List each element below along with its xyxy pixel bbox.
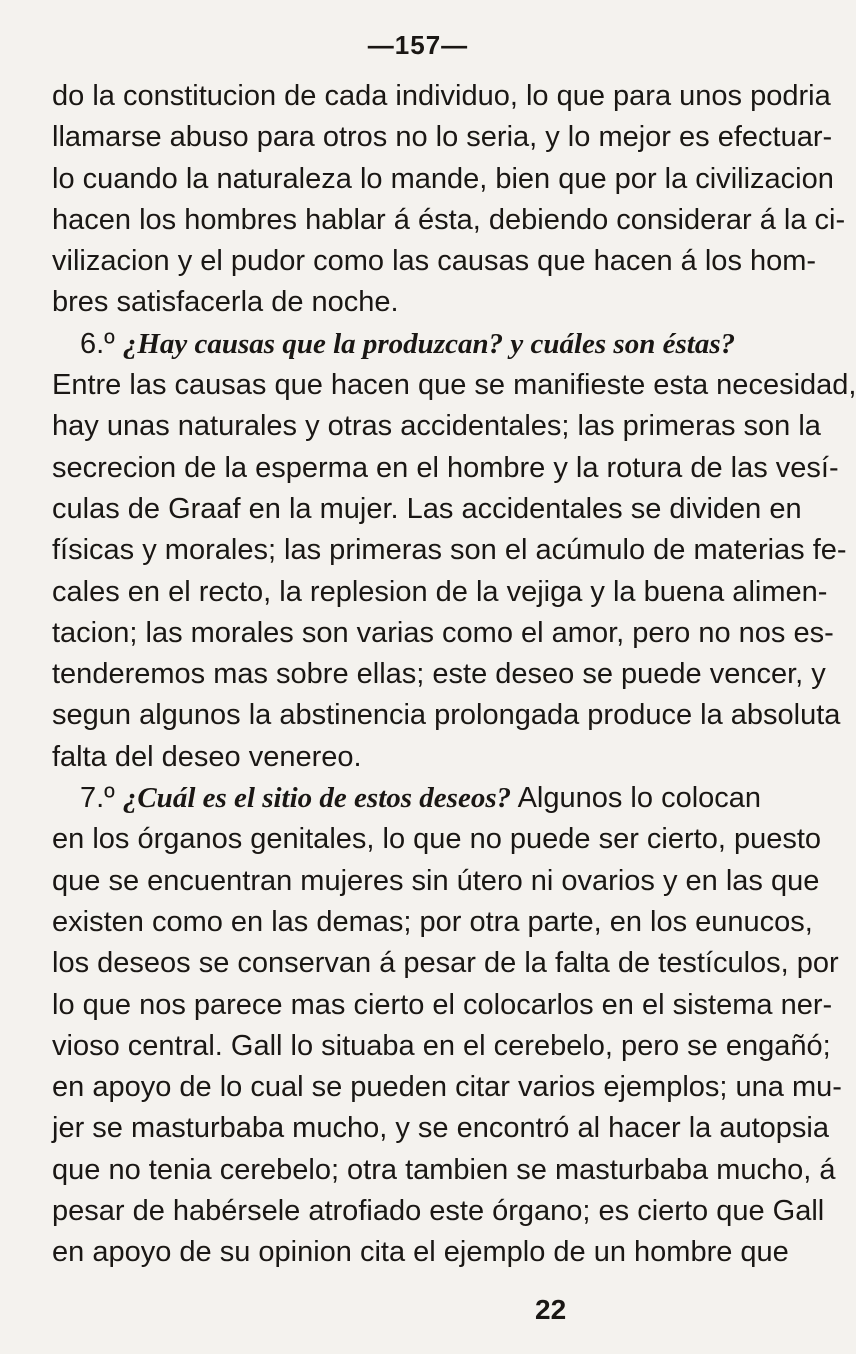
- text-line: existen como en las demas; por otra parte, en los eunucos,: [52, 905, 813, 938]
- section-7-question: ¿Cuál es el sitio de estos deseos?: [122, 782, 512, 815]
- section-7-first-line-rest: Algunos lo colocan: [517, 782, 762, 815]
- text-line: en apoyo de lo cual se pueden citar varios ejemplos; una mu-: [52, 1071, 842, 1104]
- section-6-question: ¿Hay causas que la produzcan? y cuáles son éstas?: [122, 327, 736, 360]
- text-line: los deseos se conservan á pesar de la falta de testículos, por: [52, 947, 839, 980]
- text-line: falta del deseo venereo.: [52, 740, 362, 773]
- text-line: que no tenia cerebelo; otra tambien se masturbaba mucho, á: [52, 1153, 836, 1186]
- text-line: lo cuando la naturaleza lo mande, bien que por la civilizacion: [52, 162, 834, 195]
- text-line: que se encuentran mujeres sin útero ni ovarios y en las que: [52, 864, 820, 897]
- text-line: jer se masturbaba mucho, y se encontró al hacer la autopsia: [52, 1112, 829, 1145]
- text-line: llamarse abuso para otros no lo seria, y lo mejor es efectuar-: [52, 121, 833, 154]
- text-line: do la constitucion de cada individuo, lo que para unos podria: [52, 80, 831, 112]
- text-line: en los órganos genitales, lo que no puede ser cierto, puesto: [52, 823, 822, 856]
- text-line: cales en el recto, la replesion de la vejiga y la buena alimen-: [52, 575, 828, 608]
- section-6-heading: [52, 324, 742, 365]
- section-7-number: 7.º: [80, 782, 115, 815]
- signature-mark: 22: [535, 1294, 567, 1325]
- text-line: segun algunos la abstinencia prolongada produce la absoluta: [52, 699, 841, 732]
- text-line: lo que nos parece mas cierto el colocarlos en el sistema ner-: [52, 988, 833, 1021]
- page-body: [52, 76, 856, 1274]
- text-line: bres satisfacerla de noche.: [52, 286, 399, 319]
- text-line: hacen los hombres hablar á ésta, debiendo considerar á la ci-: [52, 203, 846, 236]
- text-line: en apoyo de su opinion cita el ejemplo de un hombre que: [52, 1236, 789, 1269]
- text-line: pesar de habérsele atrofiado este órgano; es cierto que Gall: [52, 1195, 825, 1228]
- text-line: tenderemos mas sobre ellas; este deseo se puede vencer, y: [52, 658, 826, 691]
- section-7-heading: [52, 778, 762, 819]
- section-6-number: 6.º: [80, 327, 115, 360]
- text-line: Entre las causas que hacen que se manifieste esta necesidad,: [52, 369, 856, 402]
- page-number: —157—: [367, 30, 469, 60]
- text-line: vilizacion y el pudor como las causas que hacen á los hom-: [52, 245, 817, 278]
- text-line: vioso central. Gall lo situaba en el cerebelo, pero se engañó;: [52, 1029, 831, 1062]
- text-line: culas de Graaf en la mujer. Las accidentales se dividen en: [52, 492, 802, 525]
- text-line: secrecion de la esperma en el hombre y la rotura de las vesí-: [52, 451, 839, 484]
- text-line: tacion; las morales son varias como el amor, pero no nos es-: [52, 616, 834, 649]
- text-line: hay unas naturales y otras accidentales; las primeras son la: [52, 410, 821, 443]
- text-line: físicas y morales; las primeras son el acúmulo de materias fe-: [52, 534, 847, 567]
